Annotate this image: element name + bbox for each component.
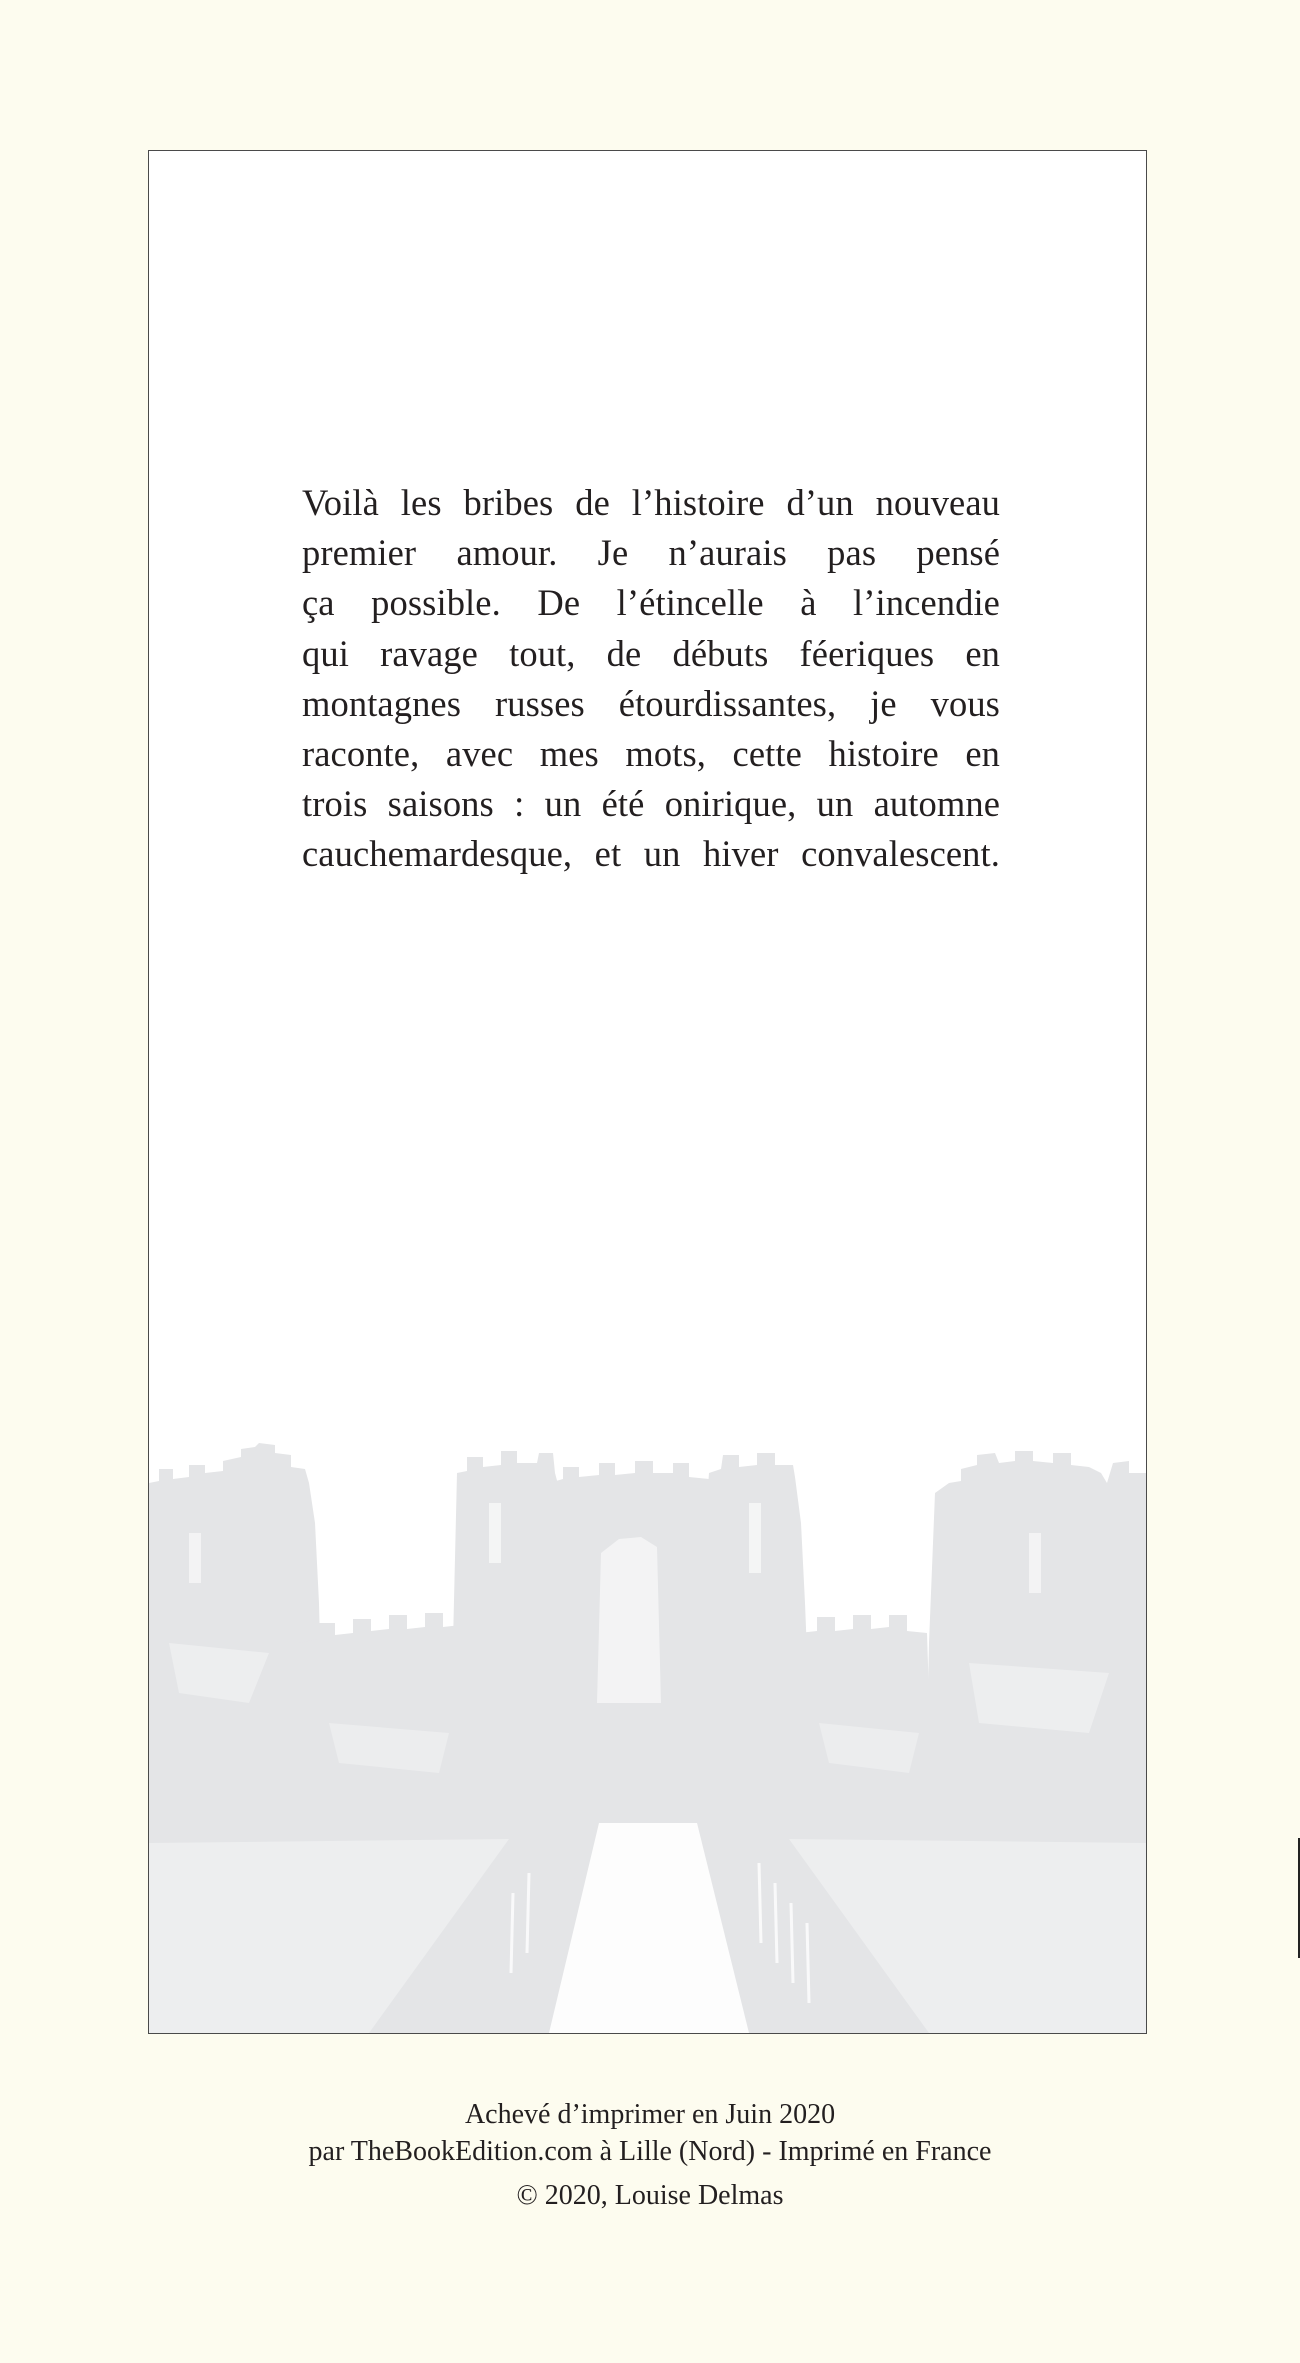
blurb-line: premier amour. Je n’aurais pas pensé xyxy=(302,532,1000,574)
blurb-line: cauchemardesque, et un hiver convalescent. xyxy=(302,833,1000,875)
back-cover-blurb xyxy=(302,478,1000,880)
colophon xyxy=(0,2096,1300,2170)
copyright-notice: © 2020, Louise Delmas xyxy=(516,2180,784,2211)
blurb-line: raconte, avec mes mots, cette histoire en xyxy=(302,733,1000,775)
blurb-line: qui ravage tout, de débuts féeriques en xyxy=(302,632,1000,674)
back-cover-frame xyxy=(148,150,1147,2034)
castle-gate-silhouette-icon xyxy=(149,1443,1147,2033)
colophon-printer: par TheBookEdition.com à Lille (Nord) - Imprimé en France xyxy=(308,2136,992,2167)
blurb-line: trois saisons : un été onirique, un automne xyxy=(302,783,1000,825)
blurb-line: Voilà les bribes de l’histoire d’un nouveau xyxy=(302,482,1000,523)
blurb-line: ça possible. De l’étincelle à l’incendie xyxy=(302,582,1000,624)
blurb-line: montagnes russes étourdissantes, je vous xyxy=(302,682,1000,724)
colophon-print-date: Achevé d’imprimer en Juin 2020 xyxy=(464,2099,836,2130)
